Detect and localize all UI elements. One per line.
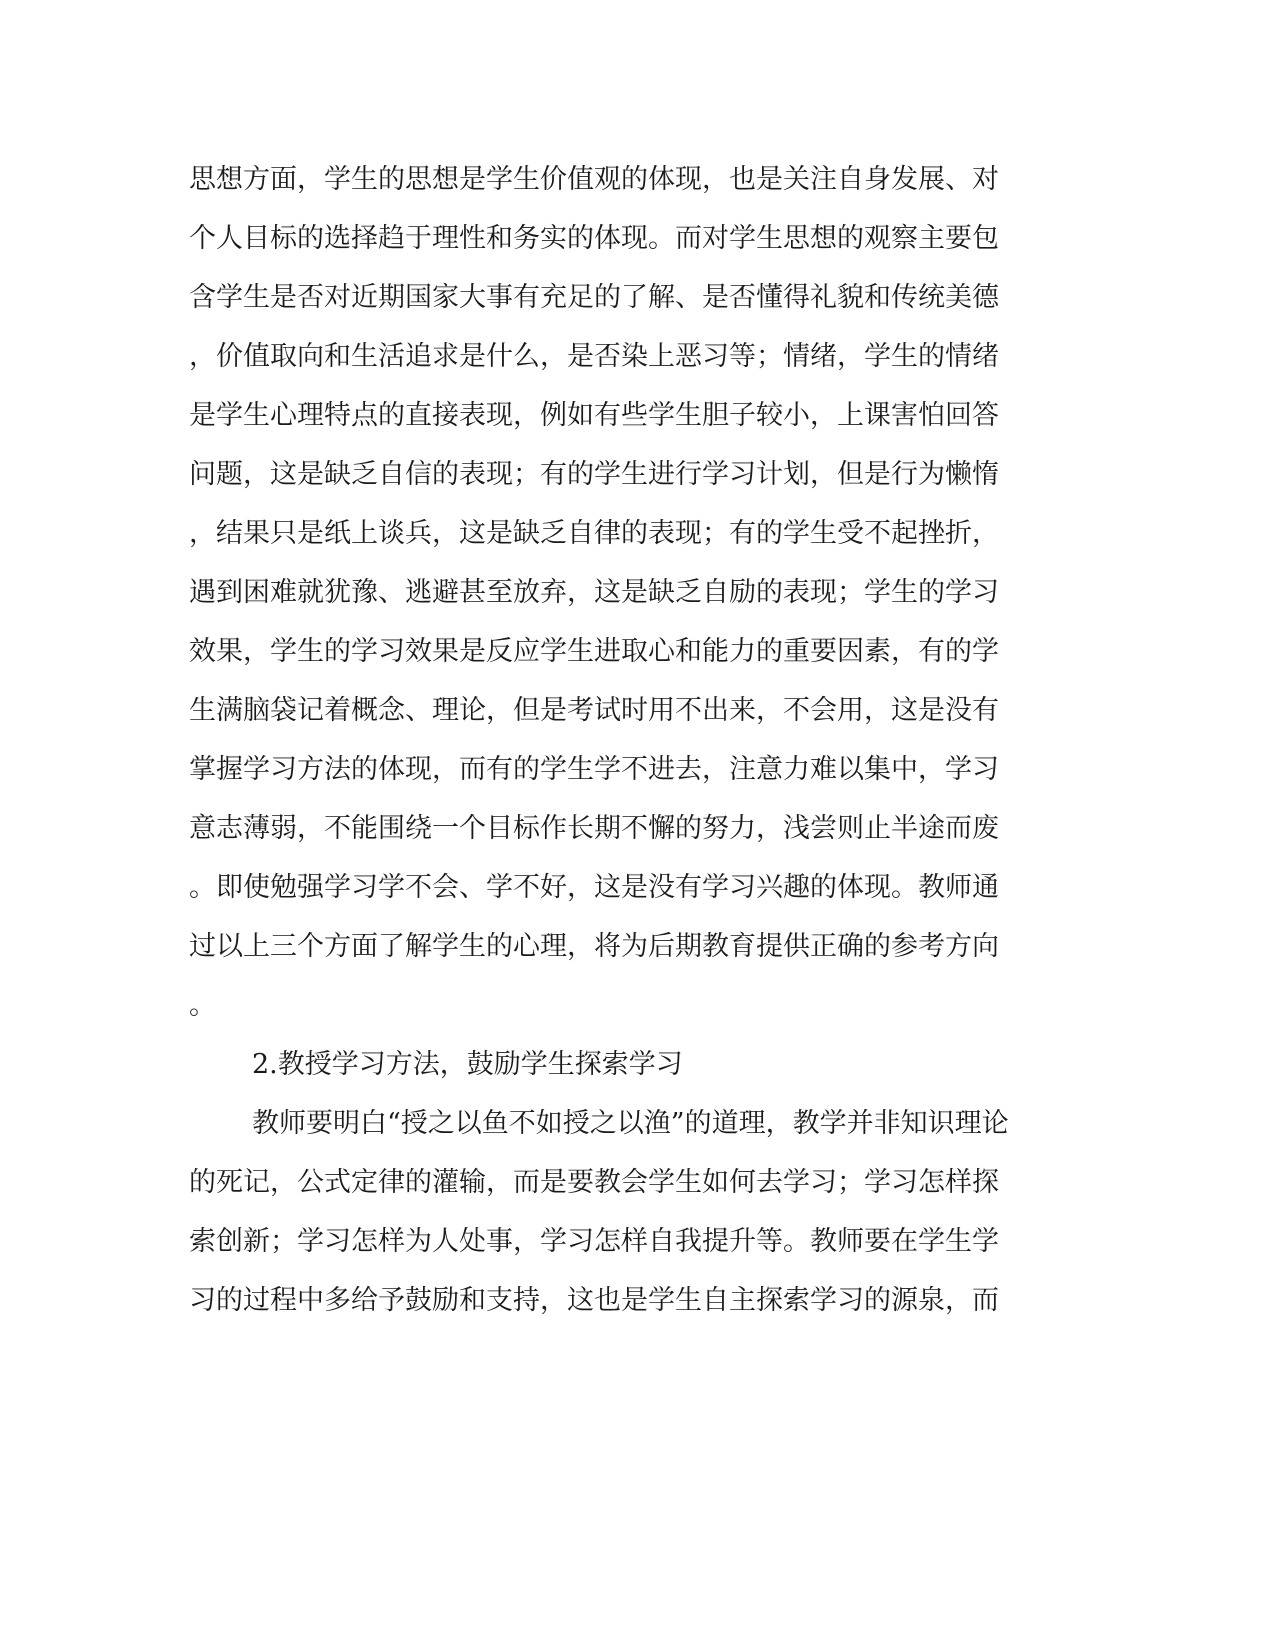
paragraph-line: 思想方面，学生的思想是学生价值观的体现，也是关注自身发展、对 — [189, 164, 999, 195]
paragraph-line: 。 — [189, 990, 216, 1021]
paragraph-line: 含学生是否对近期国家大事有充足的了解、是否懂得礼貌和传统美德 — [189, 282, 999, 313]
paragraph-line: 遇到困难就犹豫、逃避甚至放弃，这是缺乏自励的表现；学生的学习 — [189, 577, 999, 608]
paragraph-line: 问题，这是缺乏自信的表现；有的学生进行学习计划，但是行为懒惰 — [189, 459, 999, 490]
paragraph-line: 生满脑袋记着概念、理论，但是考试时用不出来，不会用，这是没有 — [189, 695, 999, 726]
paragraph-line: 。即使勉强学习学不会、学不好，这是没有学习兴趣的体现。教师通 — [189, 872, 999, 903]
section-heading: 2.教授学习方法，鼓励学生探索学习 — [252, 1049, 683, 1080]
paragraph-line: 是学生心理特点的直接表现，例如有些学生胆子较小，上课害怕回答 — [189, 400, 999, 431]
paragraph-line: 索创新；学习怎样为人处事，学习怎样自我提升等。教师要在学生学 — [189, 1226, 999, 1257]
paragraph-line: 意志薄弱，不能围绕一个目标作长期不懈的努力，浅尝则止半途而废 — [189, 813, 999, 844]
paragraph-line: 掌握学习方法的体现，而有的学生学不进去，注意力难以集中，学习 — [189, 754, 999, 785]
paragraph-line: 个人目标的选择趋于理性和务实的体现。而对学生思想的观察主要包 — [189, 223, 999, 254]
paragraph-line: ，结果只是纸上谈兵，这是缺乏自律的表现；有的学生受不起挫折， — [189, 518, 999, 549]
paragraph-line: 效果，学生的学习效果是反应学生进取心和能力的重要因素，有的学 — [189, 636, 999, 667]
paragraph-line: 习的过程中多给予鼓励和支持，这也是学生自主探索学习的源泉，而 — [189, 1285, 999, 1316]
paragraph-line: ，价值取向和生活追求是什么，是否染上恶习等；情绪，学生的情绪 — [189, 341, 999, 372]
paragraph-line: 的死记，公式定律的灌输，而是要教会学生如何去学习；学习怎样探 — [189, 1167, 999, 1198]
paragraph-line: 过以上三个方面了解学生的心理，将为后期教育提供正确的参考方向 — [189, 931, 999, 962]
paragraph-line: 教师要明白“授之以鱼不如授之以渔”的道理，教学并非知识理论 — [252, 1108, 1009, 1139]
